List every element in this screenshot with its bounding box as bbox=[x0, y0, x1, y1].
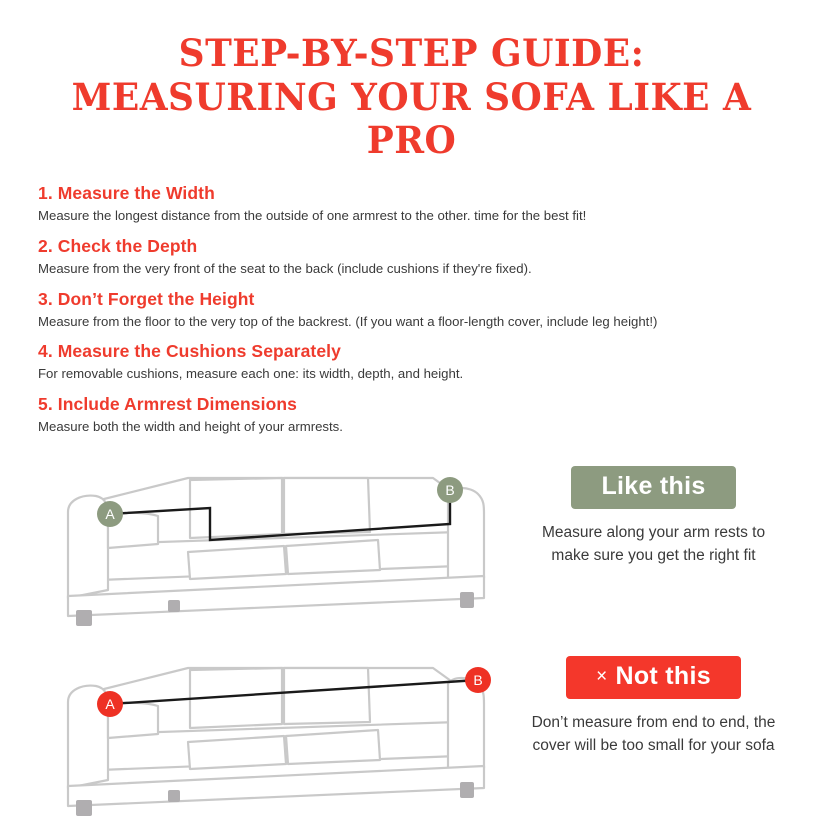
step-heading: 4. Measure the Cushions Separately bbox=[38, 341, 341, 362]
step-item-3 bbox=[38, 289, 785, 331]
caption-block-correct bbox=[508, 448, 785, 567]
illustration-section bbox=[38, 448, 785, 818]
marker-b-label: B bbox=[473, 672, 483, 689]
step-body: Measure from the very front of the seat to the back (include cushions if they're fixed). bbox=[38, 260, 532, 276]
step-item-1 bbox=[38, 183, 785, 225]
sofa-diagram-correct bbox=[38, 448, 508, 628]
title-line-2: MEASURING YOUR SOFA LIKE A PRO bbox=[71, 74, 752, 163]
step-heading: 1. Measure the Width bbox=[38, 182, 215, 203]
badge-not-this-label: Not this bbox=[615, 662, 711, 691]
marker-a-label: A bbox=[105, 506, 115, 523]
step-heading: 3. Don’t Forget the Height bbox=[38, 288, 255, 309]
badge-not-this bbox=[566, 656, 741, 699]
step-item-2 bbox=[38, 236, 785, 278]
close-icon: × bbox=[596, 666, 608, 688]
sofa-illustration-icon bbox=[38, 448, 508, 628]
step-body: Measure the longest distance from the outside of one armrest to the other. time for the best fit! bbox=[38, 207, 587, 223]
caption-block-incorrect bbox=[508, 638, 785, 757]
sofa-diagram-incorrect bbox=[38, 638, 508, 818]
step-heading: 2. Check the Depth bbox=[38, 235, 198, 256]
step-item-4 bbox=[38, 341, 785, 383]
step-body: Measure both the width and height of your armrests. bbox=[38, 419, 343, 435]
badge-like-this: Like this bbox=[571, 466, 735, 509]
step-body: For removable cushions, measure each one: its width, depth, and height. bbox=[38, 366, 464, 382]
sofa-illustration-icon bbox=[38, 638, 508, 818]
step-item-5 bbox=[38, 394, 785, 436]
page-title bbox=[38, 0, 785, 163]
caption-text-incorrect: Don’t measure from end to end, the cover will be too small for your sofa bbox=[531, 714, 776, 754]
panel-like-this bbox=[38, 448, 785, 628]
marker-b-label: B bbox=[445, 482, 455, 499]
caption-text-correct: Measure along your arm rests to make sure you get the right fit bbox=[541, 524, 766, 564]
step-heading: 5. Include Armrest Dimensions bbox=[38, 394, 297, 415]
title-line-1: STEP-BY-STEP GUIDE: bbox=[178, 31, 645, 75]
marker-a-label: A bbox=[105, 696, 115, 713]
panel-not-this bbox=[38, 638, 785, 818]
step-body: Measure from the floor to the very top of the backrest. (If you want a floor-length cover, include leg height!) bbox=[38, 313, 658, 329]
steps-list bbox=[38, 183, 785, 436]
